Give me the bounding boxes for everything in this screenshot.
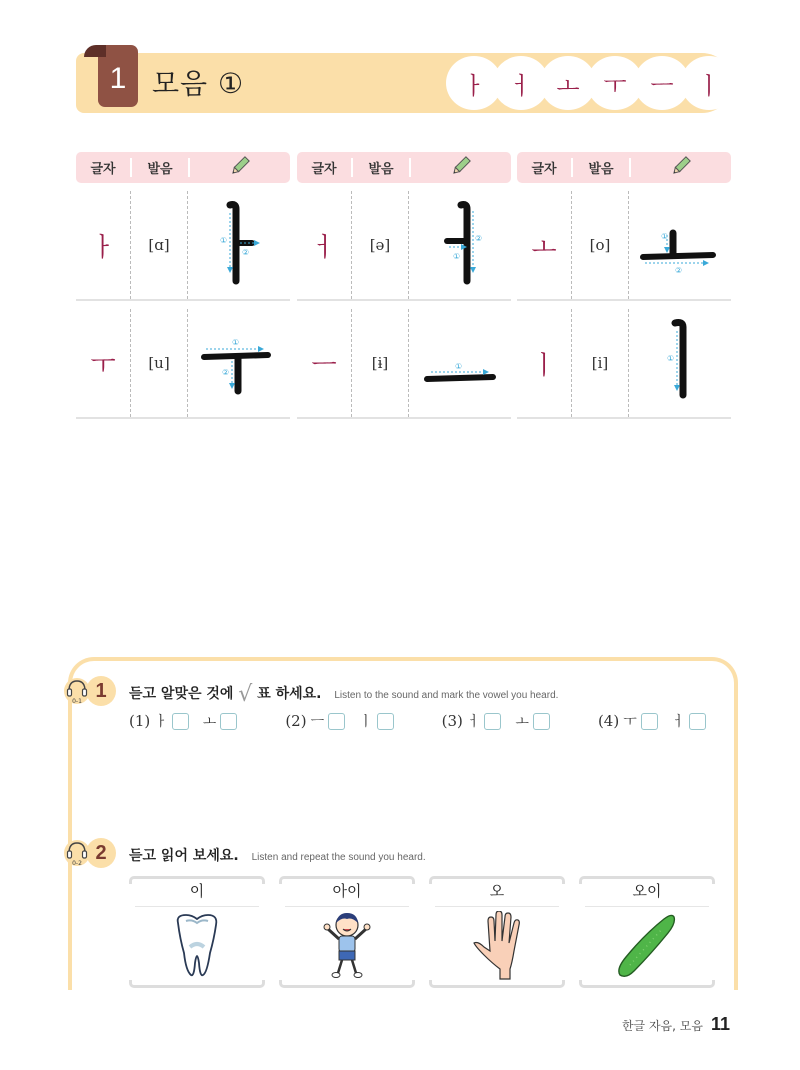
option-label: ㅓ [466,714,481,730]
checkbox[interactable] [533,713,550,730]
stroke-order-diagram [629,309,731,417]
option-group-4 [598,711,720,731]
pencil-icon [411,155,511,181]
pencil-icon [631,155,731,181]
word-label: 이 [189,882,205,900]
stroke-order-diagram [409,191,511,299]
exercise-2-subtitle: Listen and repeat the sound you heard. [251,852,426,863]
exercise-2-title [129,845,426,865]
vowel-ipa: [u] [131,309,188,417]
exercise-number: 2 [86,838,116,868]
option-label: ㅜ [623,714,637,730]
word-cards [129,876,729,988]
exercise-1-subtitle: Listen to the sound and mark the vowel you heard. [334,690,559,701]
page-number: 11 [710,1014,730,1034]
option-label: ㅓ [671,714,686,730]
svg-text:①: ① [232,338,240,347]
option-number: (1) [129,712,151,730]
vowel-ipa: [ɨ] [352,309,409,417]
checkbox[interactable] [328,713,345,730]
svg-text:②: ② [475,234,483,243]
word-card-child[interactable] [279,876,415,988]
vowel-row [297,191,511,301]
vowel-ipa: [o] [572,191,629,299]
exercise-number: 1 [86,676,116,706]
option-number: (2) [285,712,307,730]
svg-text:①: ① [453,252,461,261]
vowel-table-col-1 [76,152,290,419]
vowel-bubble: ㅜ [587,56,643,110]
vowel-row [297,309,511,419]
stroke-order-diagram [629,191,731,299]
pencil-icon [190,155,290,181]
exercise-1-title [129,682,558,707]
svg-text:①: ① [455,362,463,371]
word-card-five[interactable] [429,876,565,988]
vowel-letter: ㅏ [76,191,131,299]
section-name: 한글 자음, 모음 [621,1019,703,1033]
vowel-letter: ㅡ [297,309,352,417]
vowel-table-col-2 [297,152,511,419]
vowel-bubble: ㅗ [540,56,596,110]
page-footer [622,1014,730,1035]
option-label: ㅡ [310,714,325,730]
option-label: ㅣ [359,714,373,730]
cucumber-icon [579,910,715,982]
svg-text:①: ① [220,236,228,245]
chapter-number: 1 [109,62,127,95]
vowel-ipa: [ə] [352,191,409,299]
checkmark-icon: √ [238,682,253,707]
checkbox[interactable] [377,713,394,730]
vowel-bubble: ㅏ [446,56,502,110]
headphone-icon[interactable] [64,839,90,867]
header-letter: 글자 [297,158,353,177]
headphone-icon[interactable] [64,677,90,705]
checkbox[interactable] [172,713,189,730]
vowel-row [76,309,290,419]
vowel-row [517,191,731,301]
open-hand-icon [429,910,565,982]
vowel-bubbles [446,56,737,110]
table-header [297,152,511,183]
word-label: 오 [489,882,505,900]
header-pronunciation: 발음 [573,158,631,177]
vowel-letter: ㅗ [517,191,572,299]
chapter-title: 모음 ① [152,67,245,100]
exercise-1-options [129,711,754,731]
option-group-2 [285,711,407,731]
stroke-order-diagram [409,309,511,417]
vowel-bubble: ㅣ [681,56,737,110]
vowel-letter: ㅣ [517,309,572,417]
svg-text:①: ① [667,354,675,363]
header-letter: 글자 [76,158,132,177]
word-card-cucumber[interactable] [579,876,715,988]
table-header [517,152,731,183]
word-label: 아이 [332,882,362,900]
checkbox[interactable] [641,713,658,730]
option-label: ㅗ [202,714,217,730]
exercise-2-marker [64,838,116,868]
tooth-icon [129,910,265,982]
table-header [76,152,290,183]
vowel-bubble: ㅡ [634,56,690,110]
checkbox[interactable] [220,713,237,730]
svg-text:0-2: 0-2 [72,860,82,867]
vowel-letter: ㅜ [76,309,131,417]
checkbox[interactable] [689,713,706,730]
child-icon [279,910,415,982]
svg-text:0-1: 0-1 [72,698,82,705]
option-group-3 [442,711,564,731]
option-number: (3) [441,712,463,730]
word-label: 오이 [632,882,662,900]
exercise-1-marker [64,676,116,706]
svg-text:②: ② [222,368,230,377]
stroke-order-diagram [188,309,290,417]
title-text: 듣고 읽어 보세요. [129,848,239,864]
header-pronunciation: 발음 [132,158,190,177]
svg-text:②: ② [675,266,683,275]
vowel-table-col-3 [517,152,731,419]
checkbox[interactable] [484,713,501,730]
vowel-row [76,191,290,301]
title-text: 표 하세요. [257,686,322,702]
option-label: ㅏ [154,714,168,730]
vowel-row [517,309,731,419]
word-card-tooth[interactable] [129,876,265,988]
header-letter: 글자 [517,158,573,177]
option-number: (4) [597,712,620,730]
title-text: 듣고 알맞은 것에 [129,686,234,702]
vowel-bubble: ㅓ [493,56,549,110]
chapter-number-tab [98,45,138,107]
stroke-order-diagram [188,191,290,299]
option-label: ㅗ [515,714,529,730]
option-group-1 [129,711,251,731]
vowel-letter: ㅓ [297,191,352,299]
header-pronunciation: 발음 [353,158,411,177]
vowel-ipa: [ɑ] [131,191,188,299]
vowel-ipa: [i] [572,309,629,417]
svg-text:②: ② [242,248,250,257]
svg-text:①: ① [661,232,669,241]
